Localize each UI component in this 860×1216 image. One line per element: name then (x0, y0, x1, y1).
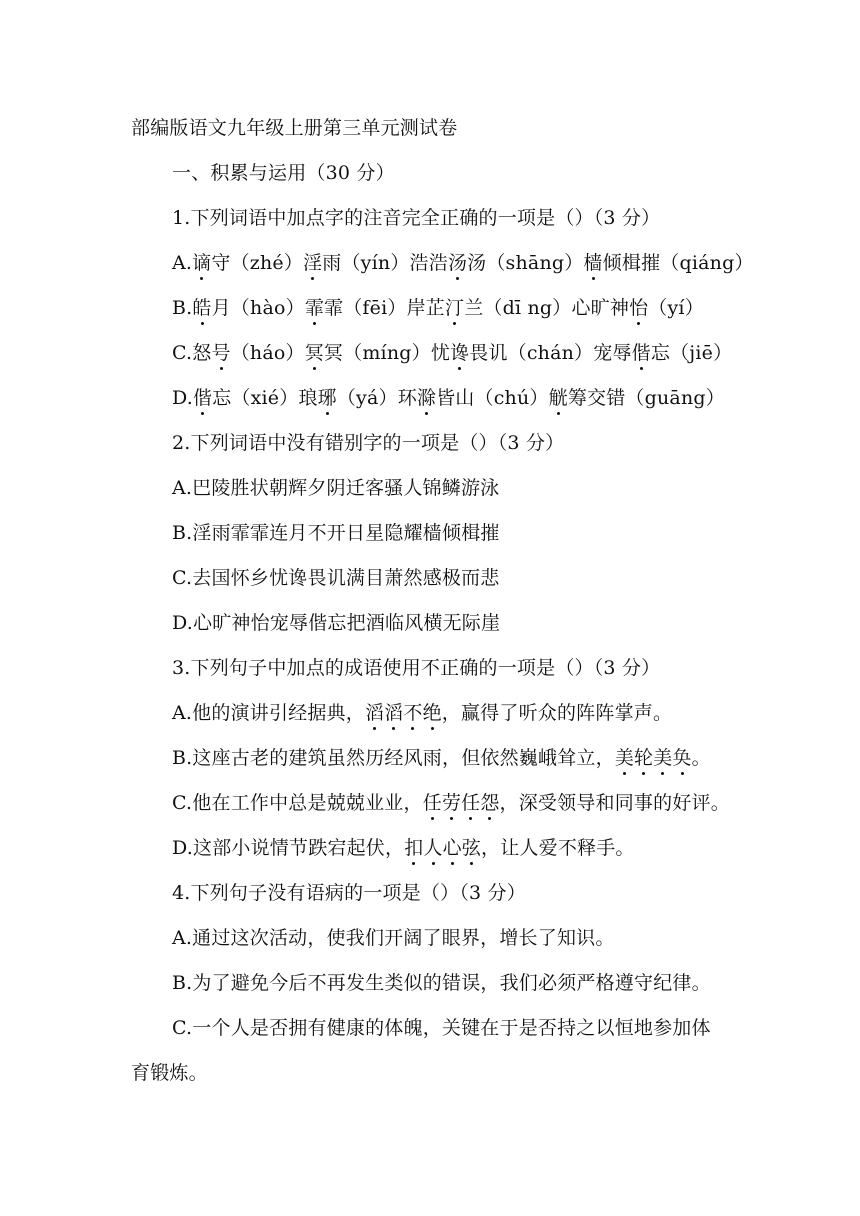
question-1-stem: 1.下列词语中加点字的注音完全正确的一项是（）（3 分） (172, 207, 661, 229)
question-2-option-b: B.淫雨霏霏连月不开日星隐耀樯倾楫摧 (172, 522, 500, 544)
question-2-option-a: A.巴陵胜状朝辉夕阴迁客骚人锦鳞游泳 (172, 477, 500, 499)
question-4-option-c-continued: 育锻炼。 (131, 1062, 208, 1084)
question-1-option-c: C.怒号（háo）冥冥（míng）忧谗畏讥（chán）宠辱偕忘（jiē） (172, 342, 733, 364)
question-1-option-b: B.皓月（hào）霏霏（fēi）岸芷汀兰（dī ng）心旷神怡（yí） (172, 297, 704, 319)
section-heading: 一、积累与运用（30 分） (172, 162, 395, 184)
question-4-option-a: A.通过这次活动，使我们开阔了眼界，增长了知识。 (172, 927, 615, 949)
question-1-option-a: A.谪守（zhé）淫雨（yín）浩浩汤汤（shāng）樯倾楫摧（qiáng） (172, 252, 754, 274)
question-3-option-a: A.他的演讲引经据典，滔滔不绝，赢得了听众的阵阵掌声。 (172, 702, 673, 724)
question-2-option-c: C.去国怀乡忧谗畏讥满目萧然感极而悲 (172, 567, 500, 589)
question-2-option-d: D.心旷神怡宠辱偕忘把酒临风横无际崖 (172, 612, 501, 634)
question-3-option-c: C.他在工作中总是兢兢业业，任劳任怨，深受领导和同事的好评。 (172, 792, 730, 814)
question-4-stem: 4.下列句子没有语病的一项是（）（3 分） (172, 882, 526, 904)
question-3-option-b: B.这座古老的建筑虽然历经风雨，但依然巍峨耸立，美轮美奂。 (172, 747, 711, 769)
question-3-option-d: D.这部小说情节跌宕起伏，扣人心弦，让人爱不释手。 (172, 837, 635, 859)
document-title: 部编版语文九年级上册第三单元测试卷 (131, 117, 458, 139)
question-1-option-d: D.偕忘（xié）琅琊（yá）环滁皆山（chú）觥筹交错（guāng） (172, 387, 725, 409)
question-4-option-b: B.为了避免今后不再发生类似的错误，我们必须严格遵守纪律。 (172, 972, 711, 994)
question-3-stem: 3.下列句子中加点的成语使用不正确的一项是（）（3 分） (172, 657, 661, 679)
question-4-option-c: C.一个人是否拥有健康的体魄，关键在于是否持之以恒地参加体 (172, 1017, 711, 1039)
question-2-stem: 2.下列词语中没有错别字的一项是（）（3 分） (172, 432, 565, 454)
